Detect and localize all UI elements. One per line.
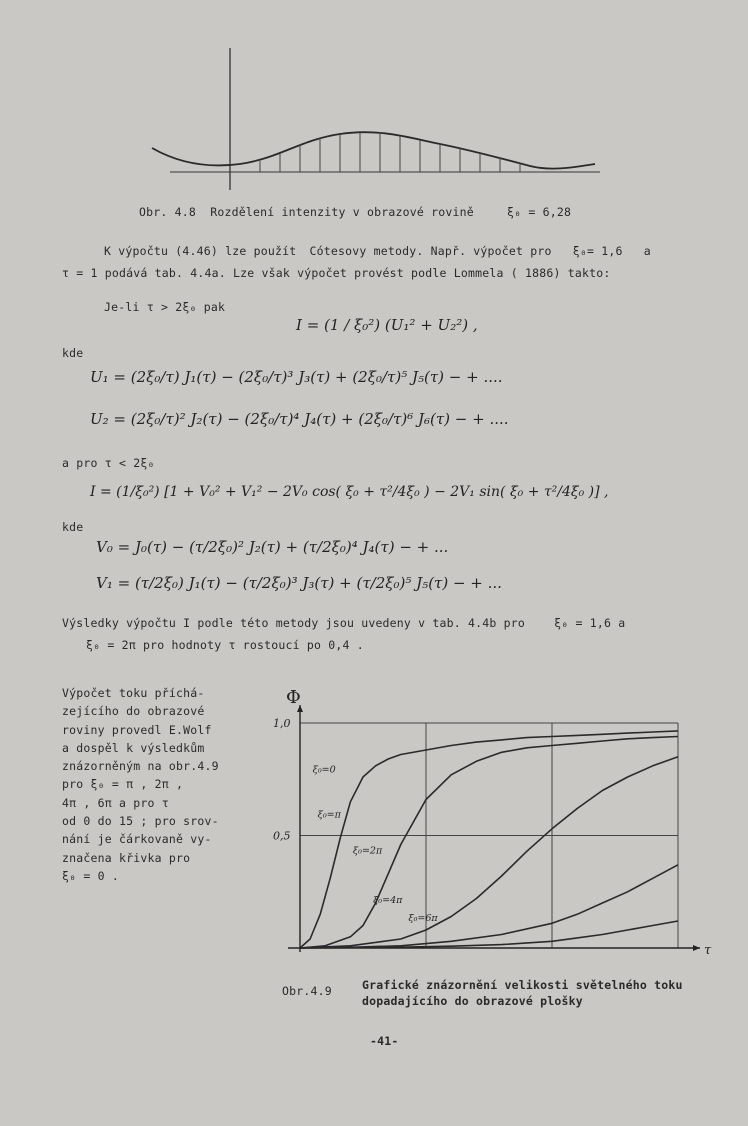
p1-line1-d: a [643,244,651,258]
curve-label: ξ₀=4π [373,895,403,906]
side-text-line: ξ₀ = 0 . [62,868,119,883]
figure-4-9-chart [260,676,720,966]
curve-label: ξ₀=0 [312,764,336,776]
fig48-caption-text: Rozdělení intenzity v obrazové rovině [210,205,474,219]
y-axis-label: Φ [286,687,301,708]
chart-series [300,731,678,948]
curve-label: ξ₀=π [317,809,341,821]
x-axis-arrow [693,945,700,951]
page-number: -41- [370,1034,399,1048]
equation-V1: V₁ = (τ/2ξ₀) J₁(τ) − (τ/2ξ₀)³ J₃(τ) + (τ/2ξ₀)⁵ J₅(τ) − + ... [96,574,502,592]
results-line1-a: Výsledky výpočtu I podle této metody jsou uvedeny v tab. 4.4b pro [62,616,526,630]
curve-label: ξ₀=6π [408,913,438,924]
side-text-line: značena křivka pro [62,850,191,865]
equation-U2: U₂ = (2ξ₀/τ)² J₂(τ) − (2ξ₀/τ)⁴ J₄(τ) + (2ξ₀/τ)⁶ J₆(τ) − + .... [90,410,509,428]
kde-label-2: kde [62,520,84,534]
figure-4-8 [140,40,610,200]
fig48-caption-value: ξ₀ = 6,28 [506,205,572,219]
results-line2: ξ₀ = 2π pro hodnoty τ rostoucí po 0,4 . [86,638,364,652]
equation-I1: I = (1 / ξ₀²) (U₁² + U₂²) , [296,316,478,334]
side-text-line: znázorněným na obr.4.9 [62,759,219,774]
condition-2: a pro τ < 2ξ₀ [62,456,155,470]
side-text-line: a dospěl k výsledkům [62,740,205,755]
equation-V0: V₀ = J₀(τ) − (τ/2ξ₀)² J₂(τ) + (τ/2ξ₀)⁴ J₄(τ) − + ... [96,538,449,556]
series-line [300,731,678,948]
chart-labels [273,687,712,958]
p1-line1-a: K výpočtu (4.46) lze použít [104,244,297,258]
series-line [300,865,678,948]
side-text-line: pro ξ₀ = π , 2π , [62,777,184,792]
fig48-caption [139,205,571,219]
chart-axes [288,705,700,952]
side-text-line: roviny provedl E.Wolf [62,722,212,737]
series-line [300,737,678,949]
y-tick-label: 1,0 [273,717,291,730]
condition-1: Je-li τ > 2ξ₀ pak [104,300,226,314]
side-text-line: od 0 do 15 ; pro srov- [62,814,219,829]
fig49-caption-prefix: Obr.4.9 [282,984,332,998]
curve-label: ξ₀=2π [352,845,383,857]
x-axis-label: τ [704,943,712,958]
side-text [62,684,219,885]
fig49-caption-line1: Grafické znázornění velikosti světelného toku [362,978,683,992]
fig48-ticks [260,131,520,172]
side-text-line: zejícího do obrazové [62,704,205,719]
equation-U1: U₁ = (2ξ₀/τ) J₁(τ) − (2ξ₀/τ)³ J₃(τ) + (2ξ₀/τ)⁵ J₅(τ) − + .... [90,368,503,386]
equation-I2: I = (1/ξ₀²) [1 + V₀² + V₁² − 2V₀ cos( ξ₀ + τ²/4ξ₀ ) − 2V₁ sin( ξ₀ + τ²/4ξ₀ )] , [90,484,609,500]
results-line1 [62,616,625,630]
side-text-line: Výpočet toku příchá- [62,686,205,700]
series-line [300,921,678,948]
fig49-caption-line2: dopadajícího do obrazové plošky [362,994,583,1008]
side-text-line: nání je čárkovaně vy- [62,832,212,847]
side-text-line: 4π , 6π a pro τ [62,795,169,810]
y-tick-label: 0,5 [273,829,291,843]
p1-line1-c: ξ₀= 1,6 [572,244,623,258]
paragraph1-line2: τ = 1 podává tab. 4.4a. Lze však výpočet provést podle Lommela ( 1886) takto: [62,266,611,280]
kde-label-1: kde [62,346,84,360]
fig48-intensity-curve [152,132,595,168]
p1-line1-b: Cótesovy metody. Např. výpočet pro [309,244,552,258]
results-line1-b: ξ₀ = 1,6 a [554,616,626,630]
paragraph1-line1 [104,244,651,258]
fig48-caption-prefix: Obr. 4.8 [139,205,196,219]
